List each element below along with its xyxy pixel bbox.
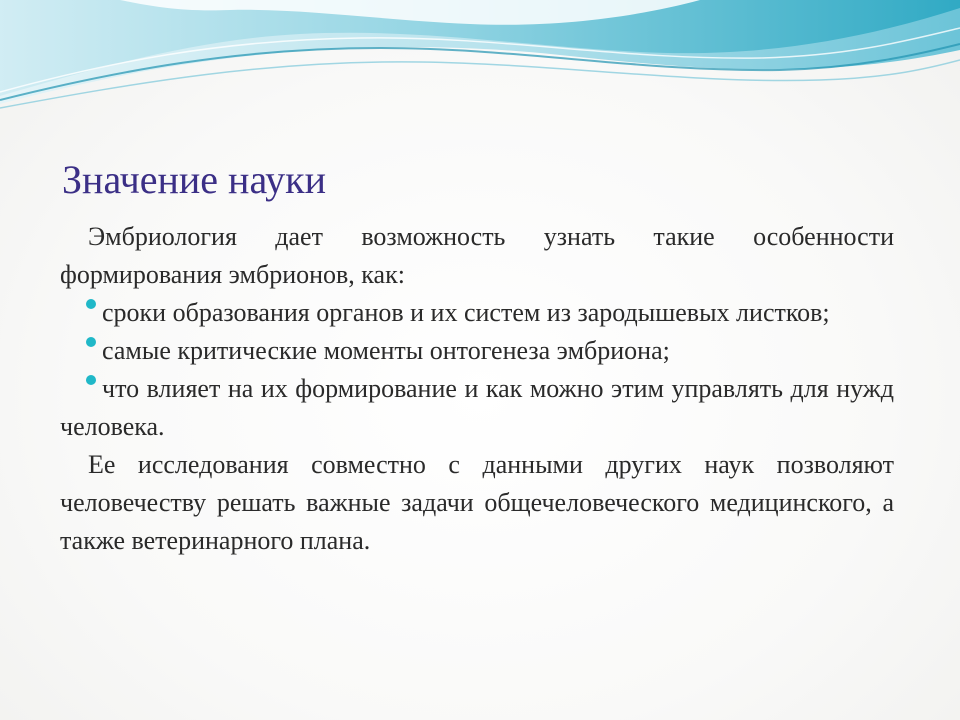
bullet-list xyxy=(60,294,894,446)
list-item xyxy=(60,370,894,446)
bullet-text: сроки образования органов и их систем из зародышевых листков; xyxy=(102,298,830,327)
closing-paragraph: Ее исследования совместно с данными других наук позволяют человечеству решать важные задачи общечеловеческого медицинского, а также ветеринарного плана. xyxy=(60,450,894,555)
bullet-text: самые критические моменты онтогенеза эмбриона; xyxy=(102,336,670,365)
slide-body xyxy=(60,218,894,560)
bullet-text: что влияет на их формирование и как можно этим управлять для нужд человека. xyxy=(60,374,894,441)
page-title: Значение науки xyxy=(62,157,327,202)
bullet-dot-icon xyxy=(86,375,96,385)
bullet-dot-icon xyxy=(86,299,96,309)
intro-paragraph: Эмбриология дает возможность узнать такие особенности формирования эмбрионов, как: xyxy=(60,222,894,289)
wave-decoration-icon xyxy=(0,0,960,140)
list-item xyxy=(60,332,894,370)
bullet-dot-icon xyxy=(86,337,96,347)
list-item xyxy=(60,294,894,332)
